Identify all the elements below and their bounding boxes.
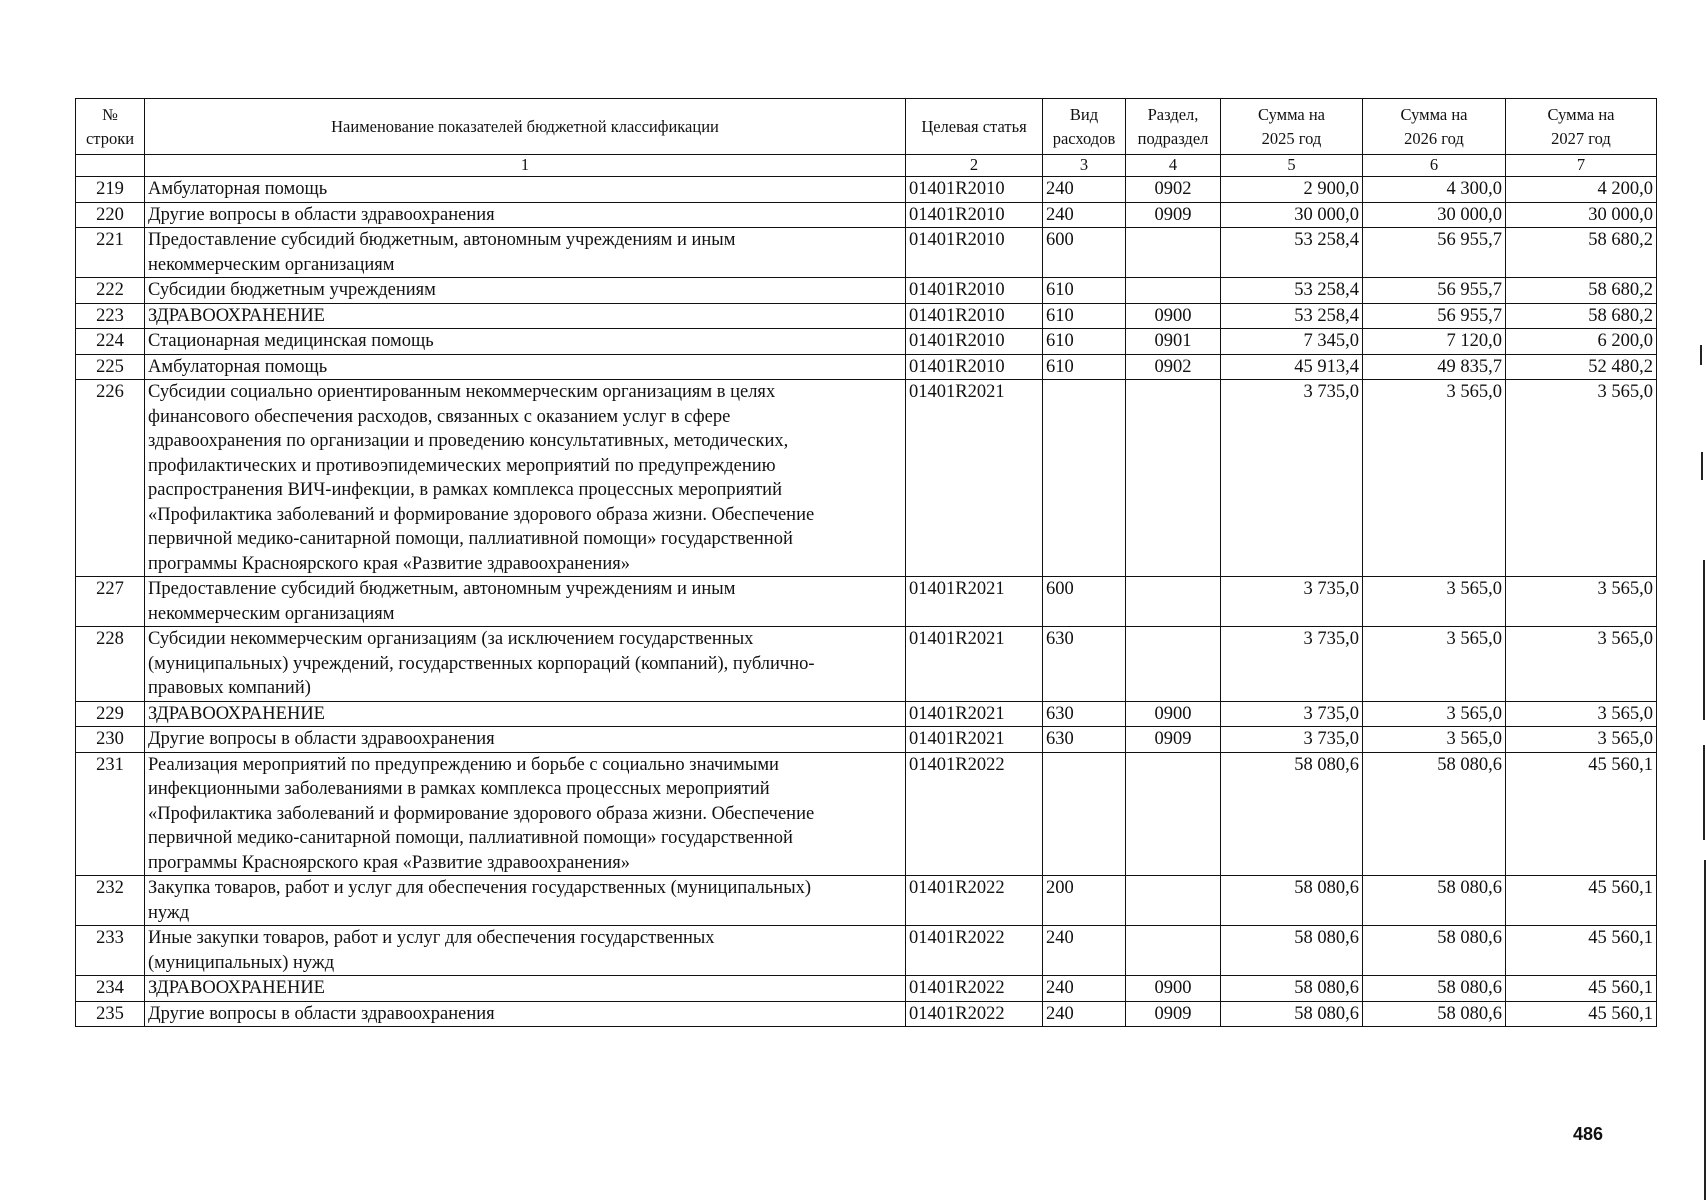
row-number-cell: 219 — [76, 177, 145, 203]
sum-2026-cell: 3 565,0 — [1363, 380, 1506, 577]
target-article-cell: 01401R2022 — [906, 752, 1043, 876]
row-number-cell: 233 — [76, 926, 145, 976]
table-row — [76, 354, 1657, 380]
table-row — [76, 752, 1657, 876]
budget-table — [75, 98, 1657, 1027]
row-number-cell: 224 — [76, 329, 145, 355]
sum-2027-cell: 3 565,0 — [1506, 577, 1657, 627]
column-number: 2 — [906, 155, 1043, 177]
table-row — [76, 177, 1657, 203]
indicator-name-cell: Предоставление субсидий бюджетным, автономным учреждениям и иным некоммерческим организациям — [145, 228, 906, 278]
sum-2026-cell: 58 080,6 — [1363, 752, 1506, 876]
expense-type-cell: 630 — [1043, 627, 1126, 702]
table-row — [76, 329, 1657, 355]
section-cell — [1126, 380, 1221, 577]
target-article-cell: 01401R2010 — [906, 278, 1043, 304]
sum-2026-cell: 56 955,7 — [1363, 278, 1506, 304]
sum-2025-cell: 3 735,0 — [1221, 627, 1363, 702]
column-number: 7 — [1506, 155, 1657, 177]
sum-2025-cell: 53 258,4 — [1221, 303, 1363, 329]
row-number-cell: 230 — [76, 727, 145, 753]
indicator-name-cell: ЗДРАВООХРАНЕНИЕ — [145, 701, 906, 727]
table-body — [76, 177, 1657, 1027]
section-cell: 0900 — [1126, 976, 1221, 1002]
indicator-name-cell: ЗДРАВООХРАНЕНИЕ — [145, 303, 906, 329]
sum-2026-cell: 30 000,0 — [1363, 202, 1506, 228]
target-article-cell: 01401R2022 — [906, 1001, 1043, 1027]
table-row — [76, 380, 1657, 577]
row-number-cell: 227 — [76, 577, 145, 627]
column-number: 6 — [1363, 155, 1506, 177]
scan-artifact-line — [1703, 560, 1705, 720]
sum-2025-cell: 3 735,0 — [1221, 701, 1363, 727]
sum-2025-cell: 58 080,6 — [1221, 1001, 1363, 1027]
header-sum-2026: Сумма на 2026 год — [1363, 99, 1506, 155]
sum-2025-cell: 3 735,0 — [1221, 577, 1363, 627]
section-cell — [1126, 876, 1221, 926]
row-number-cell: 221 — [76, 228, 145, 278]
table-row — [76, 876, 1657, 926]
sum-2026-cell: 56 955,7 — [1363, 228, 1506, 278]
indicator-name-cell: Реализация мероприятий по предупреждению и борьбе с социально значимыми инфекционными заболеваниями в рамках комплекса процессных мероприятий «Профилактика заболеваний и формирование здорового образа жизни. Обеспечение первичной медико-санитарной помощи, паллиативной помощи» государственной программы Красноярского края «Развитие здравоохранения» — [145, 752, 906, 876]
table-row — [76, 976, 1657, 1002]
indicator-name-cell: Предоставление субсидий бюджетным, автономным учреждениям и иным некоммерческим организациям — [145, 577, 906, 627]
section-cell — [1126, 228, 1221, 278]
table-row — [76, 303, 1657, 329]
expense-type-cell: 610 — [1043, 354, 1126, 380]
row-number-cell: 220 — [76, 202, 145, 228]
indicator-name-cell: Субсидии социально ориентированным некоммерческим организациям в целях финансового обеспечения расходов, связанных с оказанием услуг в сфере здравоохранения по организации и проведению консультативных, методических, профилактических и противоэпидемических мероприятий по предупреждению распространения ВИЧ-инфекции, в рамках комплекса процессных мероприятий «Профилактика заболеваний и формирование здорового образа жизни. Обеспечение первичной медико-санитарной помощи, паллиативной помощи» государственной программы Красноярского края «Развитие здравоохранения» — [145, 380, 906, 577]
sum-2025-cell: 58 080,6 — [1221, 926, 1363, 976]
expense-type-cell: 240 — [1043, 976, 1126, 1002]
sum-2026-cell: 4 300,0 — [1363, 177, 1506, 203]
indicator-name-cell: Другие вопросы в области здравоохранения — [145, 1001, 906, 1027]
sum-2027-cell: 45 560,1 — [1506, 876, 1657, 926]
sum-2027-cell: 58 680,2 — [1506, 303, 1657, 329]
target-article-cell: 01401R2010 — [906, 228, 1043, 278]
sum-2026-cell: 58 080,6 — [1363, 876, 1506, 926]
column-number: 5 — [1221, 155, 1363, 177]
header-row-number: № строки — [76, 99, 145, 155]
sum-2026-cell: 3 565,0 — [1363, 727, 1506, 753]
target-article-cell: 01401R2010 — [906, 202, 1043, 228]
row-number-cell: 223 — [76, 303, 145, 329]
expense-type-cell: 600 — [1043, 577, 1126, 627]
table-row — [76, 701, 1657, 727]
section-cell: 0901 — [1126, 329, 1221, 355]
expense-type-cell: 630 — [1043, 701, 1126, 727]
sum-2027-cell: 45 560,1 — [1506, 1001, 1657, 1027]
expense-type-cell — [1043, 752, 1126, 876]
sum-2027-cell: 45 560,1 — [1506, 926, 1657, 976]
sum-2025-cell: 53 258,4 — [1221, 228, 1363, 278]
sum-2026-cell: 58 080,6 — [1363, 1001, 1506, 1027]
table-row — [76, 278, 1657, 304]
indicator-name-cell: Амбулаторная помощь — [145, 177, 906, 203]
sum-2026-cell: 3 565,0 — [1363, 627, 1506, 702]
column-number — [76, 155, 145, 177]
sum-2027-cell: 4 200,0 — [1506, 177, 1657, 203]
sum-2025-cell: 45 913,4 — [1221, 354, 1363, 380]
sum-2027-cell: 45 560,1 — [1506, 976, 1657, 1002]
indicator-name-cell: Стационарная медицинская помощь — [145, 329, 906, 355]
expense-type-cell — [1043, 380, 1126, 577]
sum-2025-cell: 7 345,0 — [1221, 329, 1363, 355]
section-cell: 0909 — [1126, 202, 1221, 228]
sum-2026-cell: 56 955,7 — [1363, 303, 1506, 329]
row-number-cell: 229 — [76, 701, 145, 727]
table-row — [76, 228, 1657, 278]
indicator-name-cell: Субсидии некоммерческим организациям (за исключением государственных (муниципальных) учреждений, государственных корпораций (компаний), публично- правовых компаний) — [145, 627, 906, 702]
expense-type-cell: 610 — [1043, 329, 1126, 355]
section-cell — [1126, 577, 1221, 627]
section-cell: 0900 — [1126, 701, 1221, 727]
sum-2027-cell: 45 560,1 — [1506, 752, 1657, 876]
header-name: Наименование показателей бюджетной классификации — [145, 99, 906, 155]
row-number-cell: 226 — [76, 380, 145, 577]
sum-2026-cell: 49 835,7 — [1363, 354, 1506, 380]
sum-2025-cell: 3 735,0 — [1221, 380, 1363, 577]
sum-2025-cell: 53 258,4 — [1221, 278, 1363, 304]
expense-type-cell: 200 — [1043, 876, 1126, 926]
sum-2025-cell: 58 080,6 — [1221, 752, 1363, 876]
header-section: Раздел, подраздел — [1126, 99, 1221, 155]
row-number-cell: 235 — [76, 1001, 145, 1027]
row-number-cell: 232 — [76, 876, 145, 926]
sum-2027-cell: 58 680,2 — [1506, 228, 1657, 278]
section-cell — [1126, 278, 1221, 304]
table-header-row — [76, 99, 1657, 155]
sum-2026-cell: 58 080,6 — [1363, 976, 1506, 1002]
row-number-cell: 234 — [76, 976, 145, 1002]
sum-2027-cell: 6 200,0 — [1506, 329, 1657, 355]
column-number-row — [76, 155, 1657, 177]
section-cell: 0909 — [1126, 727, 1221, 753]
expense-type-cell: 610 — [1043, 278, 1126, 304]
sum-2027-cell: 52 480,2 — [1506, 354, 1657, 380]
indicator-name-cell: Другие вопросы в области здравоохранения — [145, 202, 906, 228]
target-article-cell: 01401R2022 — [906, 976, 1043, 1002]
expense-type-cell: 240 — [1043, 177, 1126, 203]
row-number-cell: 225 — [76, 354, 145, 380]
expense-type-cell: 630 — [1043, 727, 1126, 753]
scan-artifact-line — [1700, 345, 1702, 365]
target-article-cell: 01401R2022 — [906, 876, 1043, 926]
scan-artifact-line — [1703, 745, 1705, 840]
sum-2027-cell: 30 000,0 — [1506, 202, 1657, 228]
sum-2025-cell: 2 900,0 — [1221, 177, 1363, 203]
scan-artifact-line — [1701, 452, 1703, 480]
row-number-cell: 222 — [76, 278, 145, 304]
target-article-cell: 01401R2021 — [906, 380, 1043, 577]
sum-2027-cell: 3 565,0 — [1506, 701, 1657, 727]
indicator-name-cell: Субсидии бюджетным учреждениям — [145, 278, 906, 304]
target-article-cell: 01401R2021 — [906, 701, 1043, 727]
row-number-cell: 231 — [76, 752, 145, 876]
section-cell — [1126, 926, 1221, 976]
table-row — [76, 627, 1657, 702]
section-cell: 0909 — [1126, 1001, 1221, 1027]
target-article-cell: 01401R2021 — [906, 727, 1043, 753]
column-number: 3 — [1043, 155, 1126, 177]
table-row — [76, 202, 1657, 228]
sum-2025-cell: 58 080,6 — [1221, 876, 1363, 926]
sum-2027-cell: 3 565,0 — [1506, 627, 1657, 702]
sum-2027-cell: 3 565,0 — [1506, 380, 1657, 577]
header-sum-2027: Сумма на 2027 год — [1506, 99, 1657, 155]
target-article-cell: 01401R2010 — [906, 303, 1043, 329]
expense-type-cell: 240 — [1043, 202, 1126, 228]
target-article-cell: 01401R2010 — [906, 354, 1043, 380]
target-article-cell: 01401R2010 — [906, 177, 1043, 203]
indicator-name-cell: ЗДРАВООХРАНЕНИЕ — [145, 976, 906, 1002]
page-number: 486 — [1573, 1124, 1604, 1144]
target-article-cell: 01401R2022 — [906, 926, 1043, 976]
table-row — [76, 727, 1657, 753]
column-number: 1 — [145, 155, 906, 177]
sum-2026-cell: 3 565,0 — [1363, 701, 1506, 727]
section-cell: 0902 — [1126, 177, 1221, 203]
row-number-cell: 228 — [76, 627, 145, 702]
sum-2026-cell: 7 120,0 — [1363, 329, 1506, 355]
table-row — [76, 577, 1657, 627]
sum-2026-cell: 3 565,0 — [1363, 577, 1506, 627]
expense-type-cell: 240 — [1043, 1001, 1126, 1027]
sum-2025-cell: 58 080,6 — [1221, 976, 1363, 1002]
section-cell: 0900 — [1126, 303, 1221, 329]
target-article-cell: 01401R2021 — [906, 627, 1043, 702]
expense-type-cell: 610 — [1043, 303, 1126, 329]
sum-2025-cell: 30 000,0 — [1221, 202, 1363, 228]
expense-type-cell: 240 — [1043, 926, 1126, 976]
header-sum-2025: Сумма на 2025 год — [1221, 99, 1363, 155]
indicator-name-cell: Закупка товаров, работ и услуг для обеспечения государственных (муниципальных) нужд — [145, 876, 906, 926]
section-cell: 0902 — [1126, 354, 1221, 380]
sum-2026-cell: 58 080,6 — [1363, 926, 1506, 976]
indicator-name-cell: Амбулаторная помощь — [145, 354, 906, 380]
sum-2027-cell: 58 680,2 — [1506, 278, 1657, 304]
target-article-cell: 01401R2021 — [906, 577, 1043, 627]
section-cell — [1126, 752, 1221, 876]
target-article-cell: 01401R2010 — [906, 329, 1043, 355]
sum-2027-cell: 3 565,0 — [1506, 727, 1657, 753]
indicator-name-cell: Другие вопросы в области здравоохранения — [145, 727, 906, 753]
sum-2025-cell: 3 735,0 — [1221, 727, 1363, 753]
expense-type-cell: 600 — [1043, 228, 1126, 278]
column-number: 4 — [1126, 155, 1221, 177]
header-expense-type: Вид расходов — [1043, 99, 1126, 155]
header-target-article: Целевая статья — [906, 99, 1043, 155]
indicator-name-cell: Иные закупки товаров, работ и услуг для обеспечения государственных (муниципальных) нужд — [145, 926, 906, 976]
section-cell — [1126, 627, 1221, 702]
table-row — [76, 1001, 1657, 1027]
table-row — [76, 926, 1657, 976]
